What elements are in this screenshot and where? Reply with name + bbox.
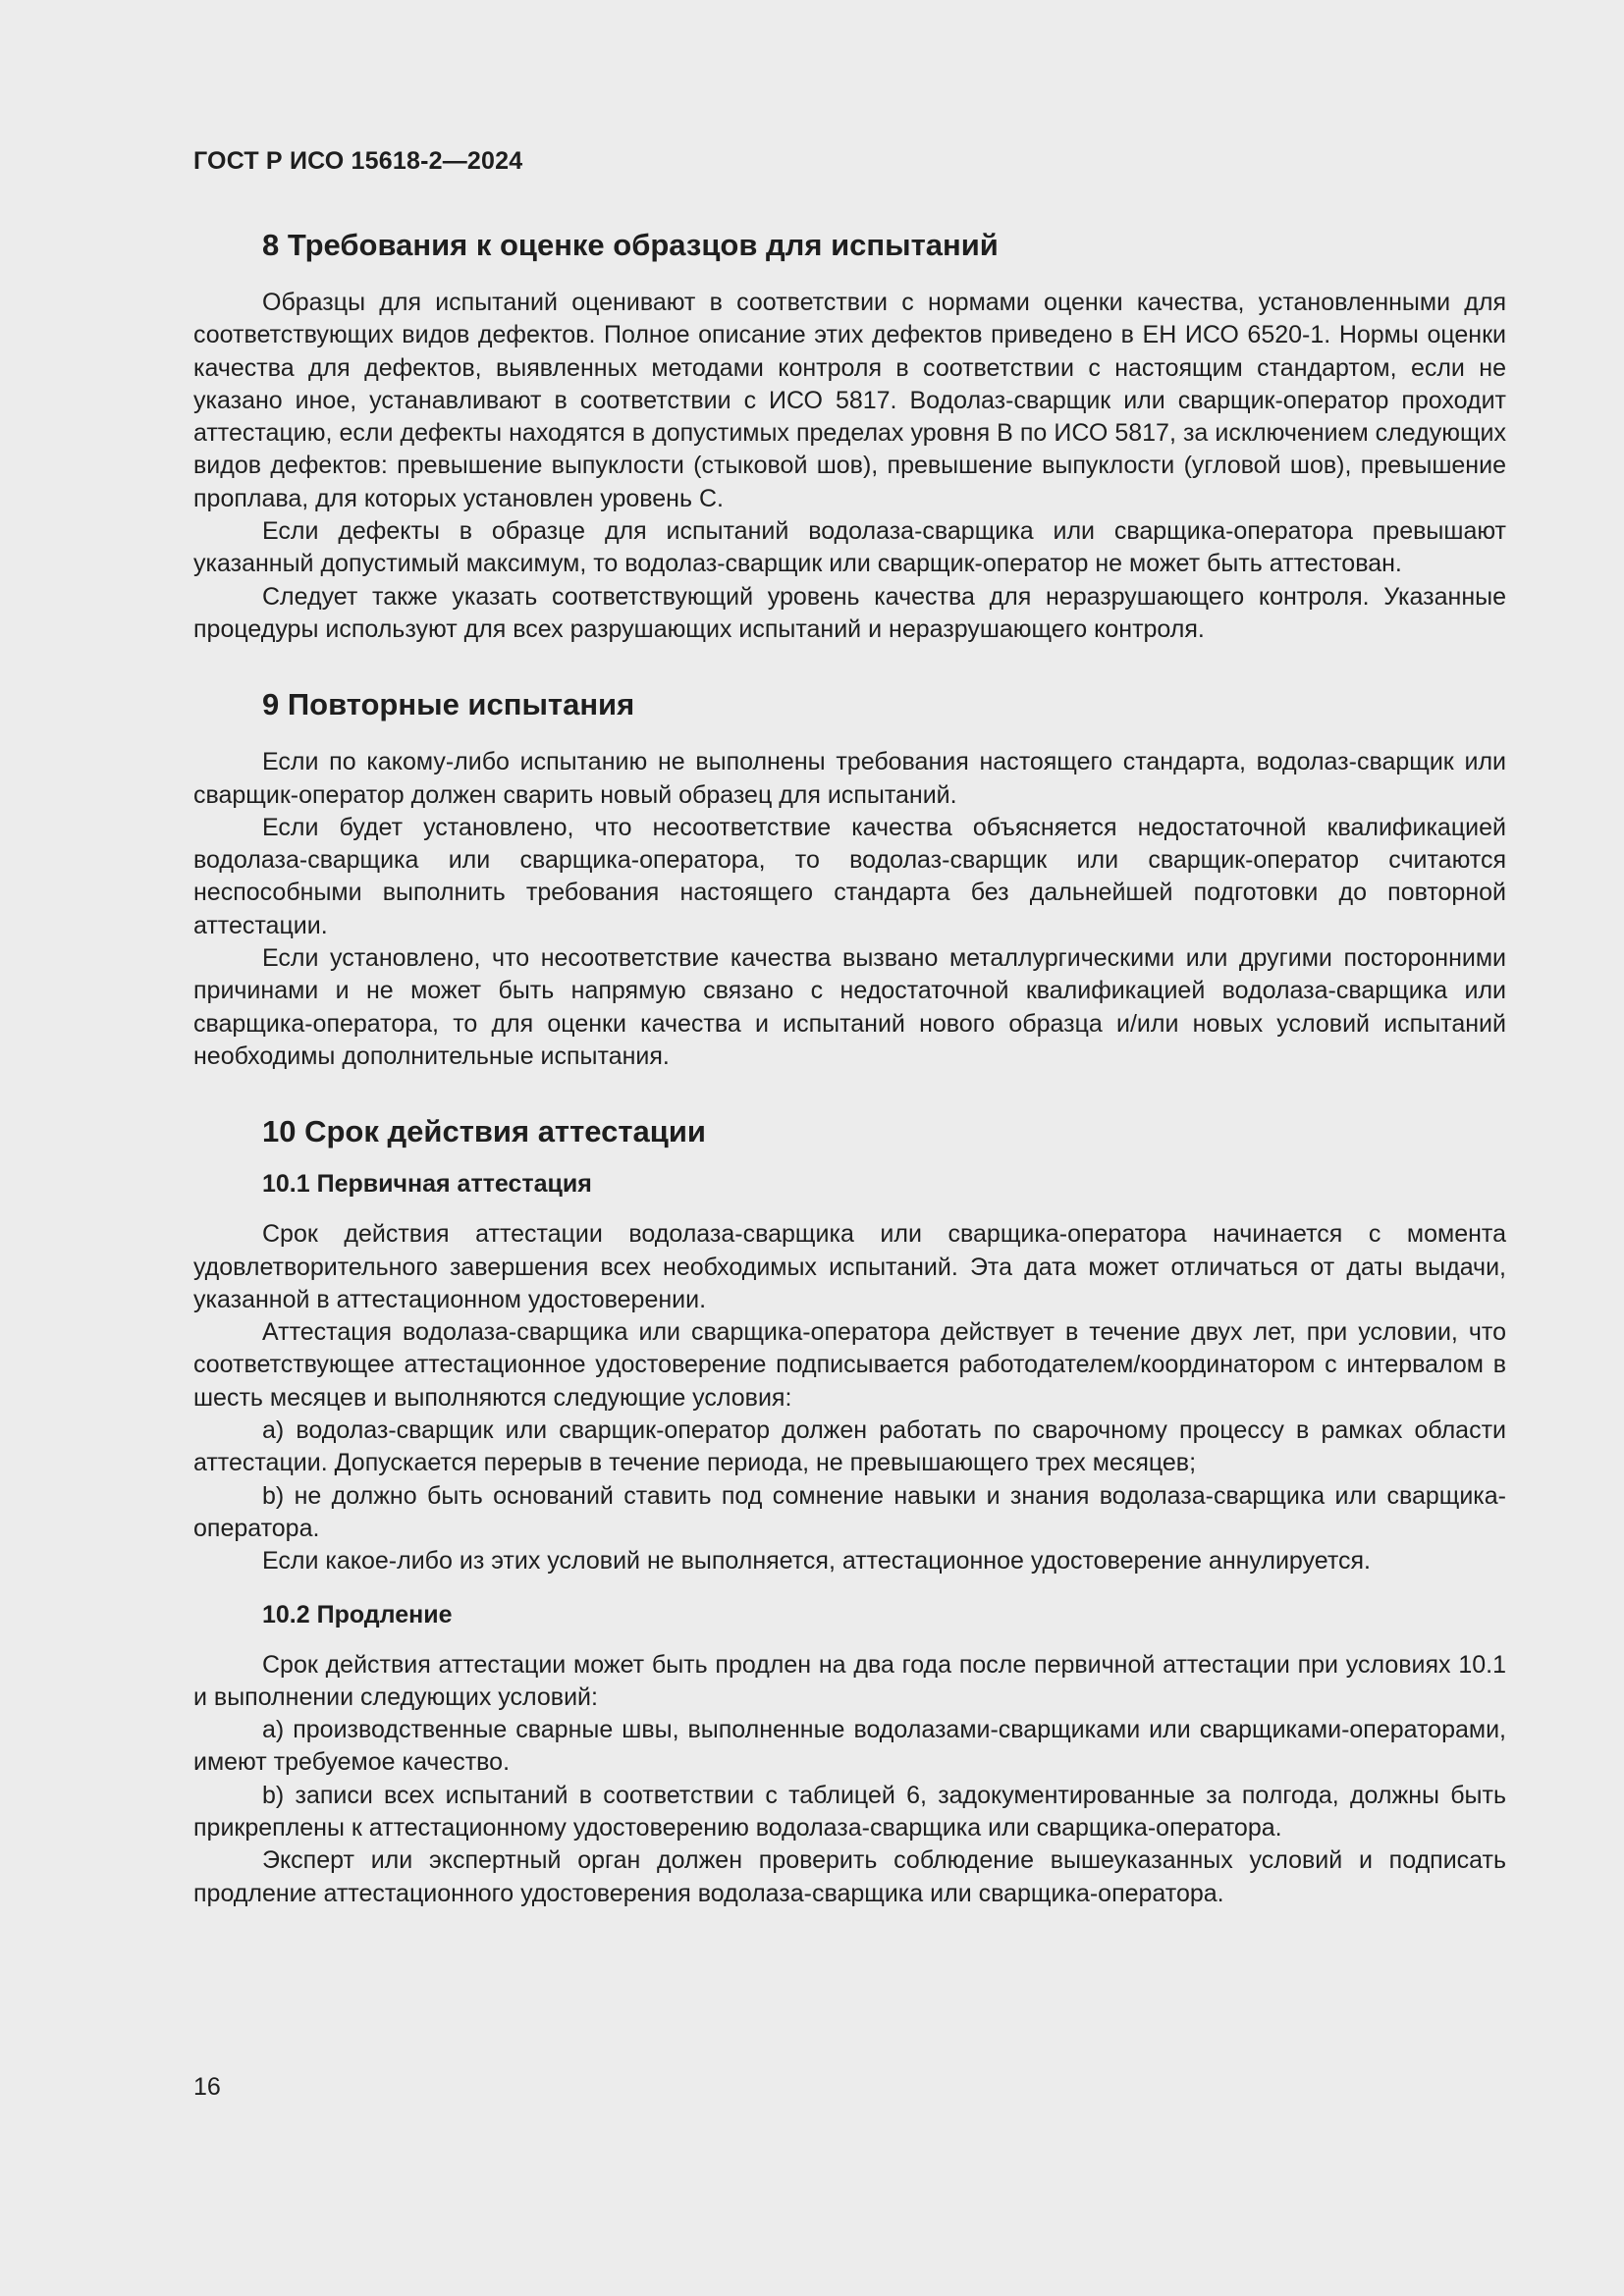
subsection-10-2-list-item-a: a) производственные сварные швы, выполненные водолазами-сварщиками или сварщиками-операторами, имеют требуемое качество. (193, 1716, 1506, 1777)
subsection-10-1-paragraph: Аттестация водолаза-сварщика или сварщика-оператора действует в течение двух лет, при условии, что соответствующее аттестационное удостоверение подписывается работодателем/координатором с интервалом в шесть месяцев и выполняются следующие условия: (193, 1318, 1506, 1412)
section-9-title: 9 Повторные испытания (262, 687, 635, 722)
section-8-paragraph: Следует также указать соответствующий уровень качества для неразрушающего контроля. Указанные процедуры используют для всех разрушающих испытаний и неразрушающего контроля. (193, 582, 1506, 643)
section-8 (193, 224, 1506, 646)
section-10-title: 10 Срок действия аттестации (262, 1114, 706, 1149)
page-number: 16 (193, 2073, 221, 2101)
subsection-10-1 (193, 1167, 1506, 1577)
subsection-10-2-paragraph: Эксперт или экспертный орган должен проверить соблюдение вышеуказанных условий и подписать продление аттестационного удостоверения водолаза-сварщика или сварщика-оператора. (193, 1846, 1506, 1907)
subsection-10-1-list-item-a: a) водолаз-сварщик или сварщик-оператор должен работать по сварочному процессу в рамках области аттестации. Допускается перерыв в течение периода, не превышающего трех месяцев; (193, 1416, 1506, 1477)
subsection-10-2-list-item-b: b) записи всех испытаний в соответствии с таблицей 6, задокументированные за полгода, должны быть прикреплены к аттестационному удостоверению водолаза-сварщика или сварщика-оператора. (193, 1781, 1506, 1842)
subsection-10-1-title: 10.1 Первичная аттестация (262, 1170, 592, 1199)
subsection-10-2-paragraph: Срок действия аттестации может быть продлен на два года после первичной аттестации при условиях 10.1 и выполнении следующих условий: (193, 1650, 1506, 1711)
section-9-paragraph: Если установлено, что несоответствие качества вызвано металлургическими или другими посторонними причинами и не может быть напрямую связано с недостаточной квалификацией водолаза-сварщика или сварщика-оператора, то для оценки качества и испытаний нового образца и/или новых условий испытаний необходимы дополнительные испытания. (193, 944, 1506, 1070)
section-9 (193, 683, 1506, 1073)
section-8-paragraph: Образцы для испытаний оценивают в соответствии с нормами оценки качества, установленными для соответствующих видов дефектов. Полное описание этих дефектов приведено в ЕН ИСО 6520-1. Нормы оценки качества для дефектов, выявленных методами контроля в соответствии с настоящим стандартом, если не указано иное, устанавливают в соответствии с ИСО 5817. Водолаз-сварщик или сварщик-оператор проходит аттестацию, если дефекты находятся в допустимых пределах уровня В по ИСО 5817, за исключением следующих видов дефектов: превышение выпуклости (стыковой шов), превышение выпуклости (угловой шов), превышение проплава, для которых установлен уровень С. (193, 289, 1506, 512)
subsection-10-1-paragraph: Срок действия аттестации водолаза-сварщика или сварщика-оператора начинается с момента удовлетворительного завершения всех необходимых испытаний. Эта дата может отличаться от даты выдачи, указанной в аттестационном удостоверении. (193, 1220, 1506, 1313)
section-8-title: 8 Требования к оценке образцов для испытаний (262, 228, 999, 262)
document-code-header: ГОСТ Р ИСО 15618-2—2024 (193, 147, 523, 175)
section-9-paragraph: Если по какому-либо испытанию не выполнены требования настоящего стандарта, водолаз-сварщик или сварщик-оператор должен сварить новый образец для испытаний. (193, 748, 1506, 809)
section-9-paragraph: Если будет установлено, что несоответствие качества объясняется недостаточной квалификацией водолаза-сварщика или сварщика-оператора, то водолаз-сварщик или сварщик-оператор считаются неспособными выполнить требования настоящего стандарта без дальнейшей подготовки до повторной аттестации. (193, 813, 1506, 939)
section-8-paragraph: Если дефекты в образце для испытаний водолаза-сварщика или сварщика-оператора превышают указанный допустимый максимум, то водолаз-сварщик или сварщик-оператор не может быть аттестован. (193, 517, 1506, 578)
subsection-10-1-list-item-b: b) не должно быть оснований ставить под сомнение навыки и знания водолаза-сварщика или сварщика-оператора. (193, 1481, 1506, 1542)
subsection-10-2 (193, 1598, 1506, 1910)
subsection-10-1-paragraph: Если какое-либо из этих условий не выполняется, аттестационное удостоверение аннулируется. (262, 1547, 1372, 1575)
subsection-10-2-title: 10.2 Продление (262, 1600, 453, 1629)
document-body (193, 224, 1506, 1948)
section-10 (193, 1110, 1506, 1910)
